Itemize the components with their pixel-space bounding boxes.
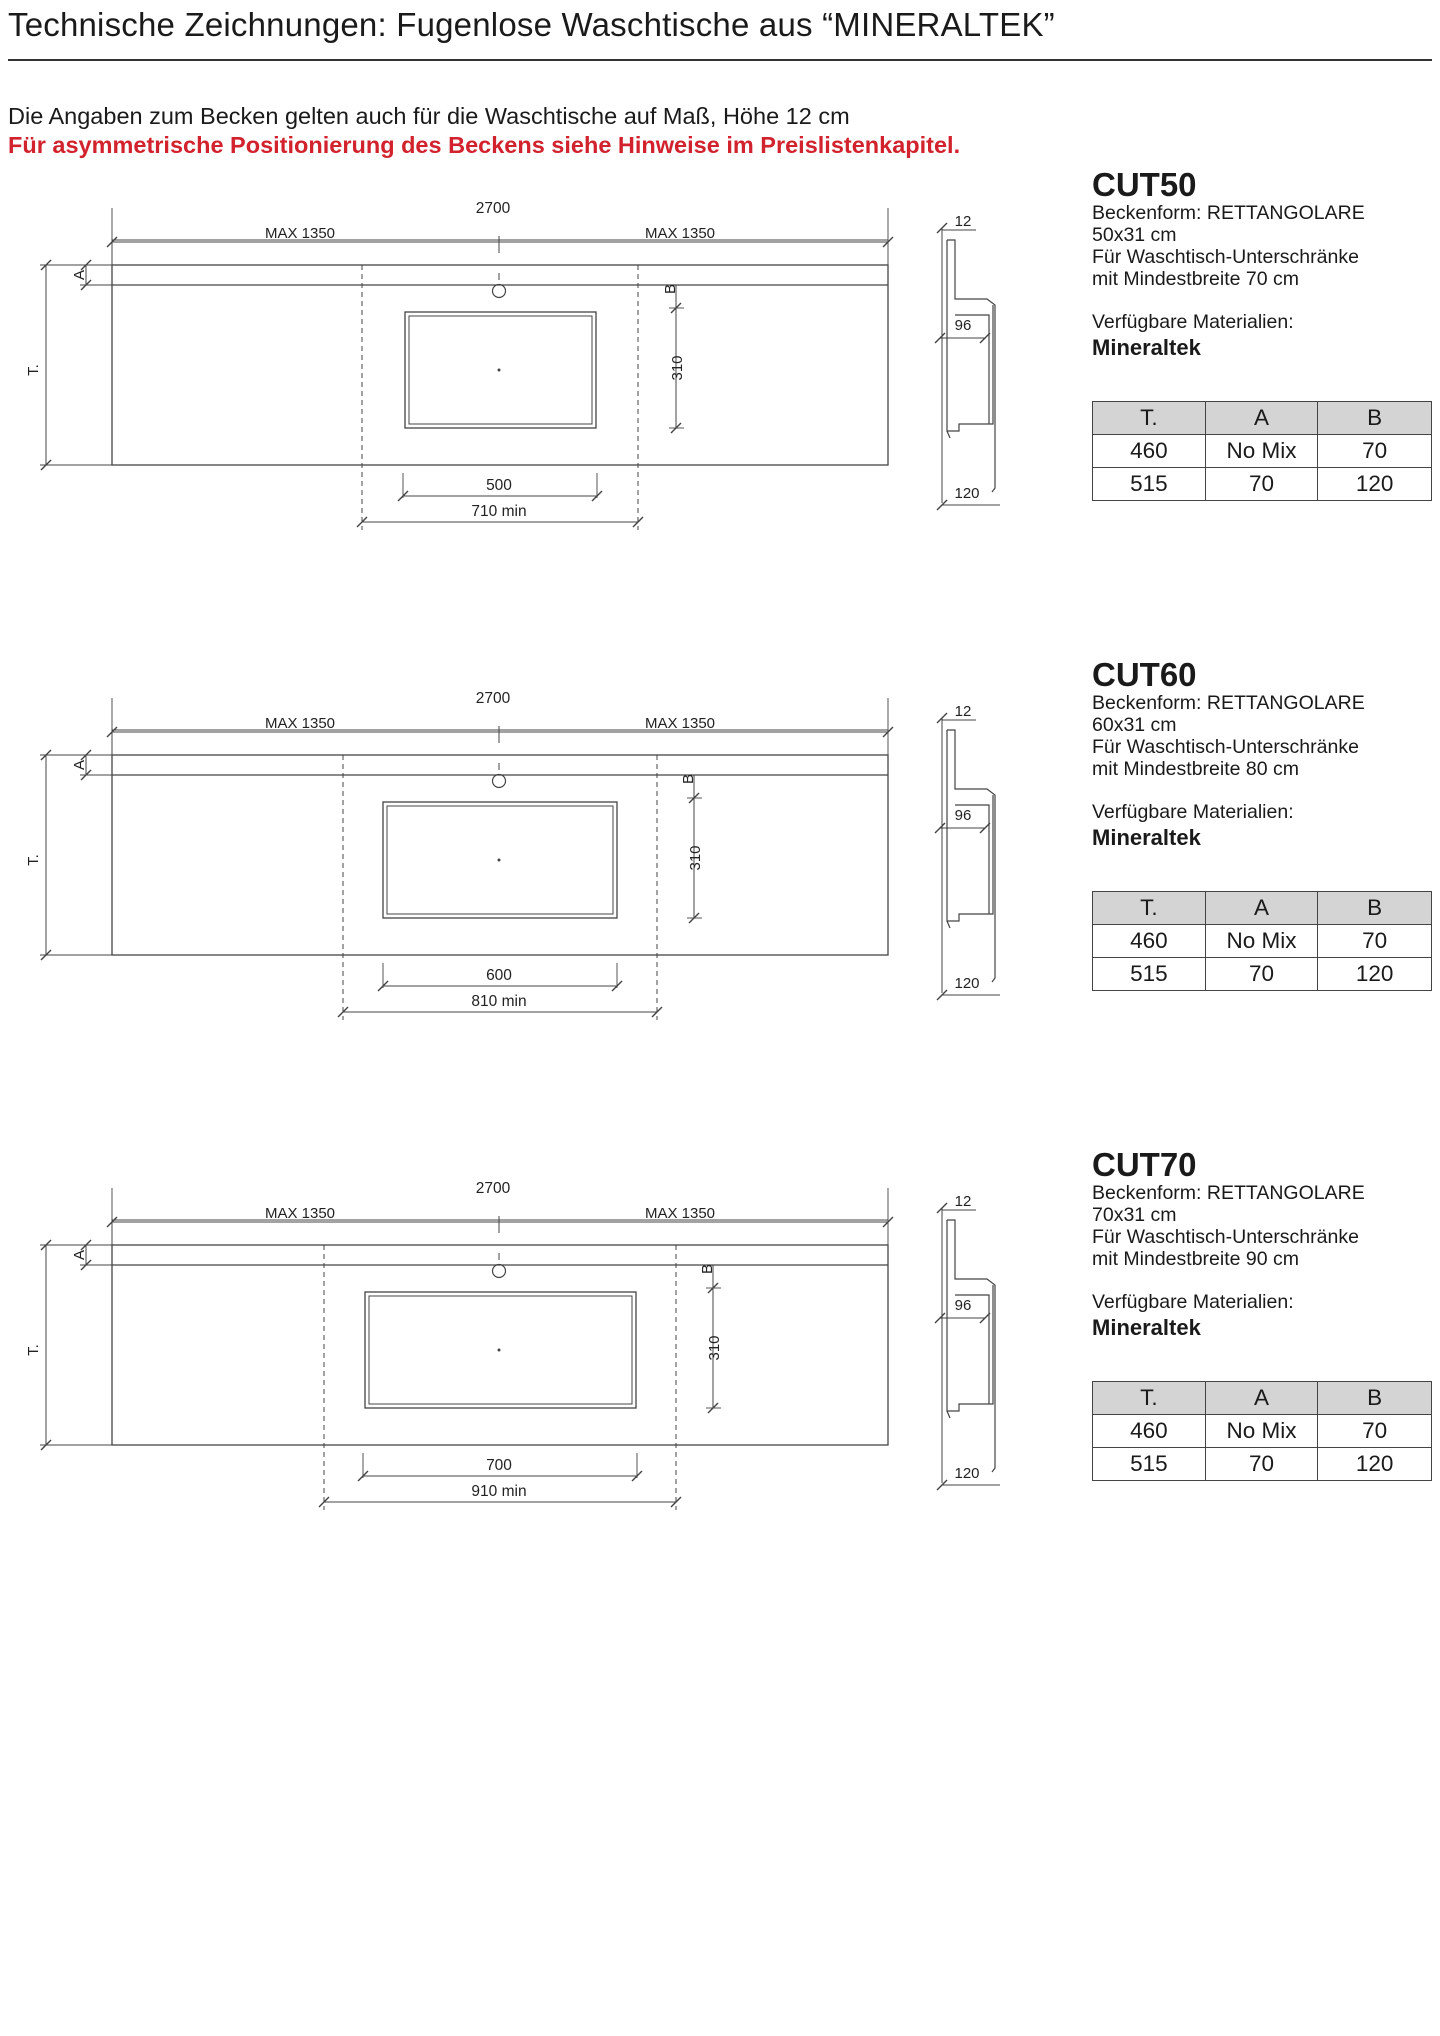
basin-width-label: 700 [486, 1457, 512, 1474]
cabinet-line: Für Waschtisch-Unterschränke [1092, 736, 1359, 758]
header-cell: T. [1093, 892, 1206, 925]
cabinet-line: Für Waschtisch-Unterschränke [1092, 246, 1359, 268]
section-bottom-label: 120 [954, 975, 980, 992]
depth-label-t: T. [25, 1344, 42, 1356]
basin-depth-label: 310 [669, 355, 686, 381]
materials-value: Mineraltek [1092, 335, 1201, 360]
table-row [1093, 468, 1432, 501]
table-cell: 70 [1205, 958, 1318, 991]
table-cell: 460 [1093, 435, 1206, 468]
max-left-label: MAX 1350 [264, 225, 336, 242]
section-bottom-label: 120 [954, 1465, 980, 1482]
spec-table [1092, 1381, 1432, 1481]
basin-width-label: 500 [486, 477, 512, 494]
drain-point [498, 369, 501, 372]
header-cell: T. [1093, 1382, 1206, 1415]
max-right-label: MAX 1350 [644, 715, 716, 732]
product-description [1092, 1182, 1437, 1270]
header-cell: A [1205, 1382, 1318, 1415]
side-section-profile [947, 240, 995, 492]
table-cell: No Mix [1205, 1415, 1318, 1448]
section-top-label: 12 [954, 1193, 972, 1210]
page-title: Technische Zeichnungen: Fugenlose Waschtische aus “MINERALTEK” [8, 6, 1055, 43]
cabinet-width-line: mit Mindestbreite 70 cm [1092, 268, 1299, 290]
materials-value: Mineraltek [1092, 825, 1201, 850]
countertop-outline [112, 755, 888, 955]
total-width-label: 2700 [475, 690, 511, 707]
product-info [1092, 166, 1437, 496]
model-name: CUT60 [1092, 656, 1197, 693]
basin-depth-label: 310 [687, 845, 704, 871]
materials-label: Verfügbare Materialien: [1092, 311, 1294, 333]
materials-label: Verfügbare Materialien: [1092, 1291, 1294, 1313]
table-row [1093, 1448, 1432, 1481]
header-cell: B [1318, 1382, 1432, 1415]
model-name: CUT50 [1092, 166, 1197, 203]
min-width-label: 710 min [471, 503, 527, 520]
drain-point [498, 1349, 501, 1352]
table-cell: 460 [1093, 1415, 1206, 1448]
max-right-label: MAX 1350 [644, 1205, 716, 1222]
drawing-svg [0, 1148, 1020, 1548]
shape-line: Beckenform: RETTANGOLARE [1092, 1182, 1365, 1204]
shape-line: Beckenform: RETTANGOLARE [1092, 692, 1365, 714]
a-label: A [71, 759, 88, 771]
table-cell: 515 [1093, 1448, 1206, 1481]
title-divider [8, 59, 1432, 61]
min-width-label: 910 min [471, 1483, 527, 1500]
table-row [1093, 925, 1432, 958]
total-width-label: 2700 [475, 200, 511, 217]
materials-label: Verfügbare Materialien: [1092, 801, 1294, 823]
faucet-hole [493, 775, 506, 788]
table-row [1093, 1415, 1432, 1448]
materials-value: Mineraltek [1092, 1315, 1201, 1340]
table-cell: 70 [1318, 1415, 1432, 1448]
product-description [1092, 202, 1437, 290]
table-cell: 70 [1205, 468, 1318, 501]
technical-drawing [0, 1148, 1020, 1548]
min-width-label: 810 min [471, 993, 527, 1010]
section-mid-label: 96 [954, 1297, 972, 1314]
countertop-outline [112, 1245, 888, 1445]
table-cell: 70 [1318, 435, 1432, 468]
b-label: B [662, 283, 679, 295]
table-cell: 460 [1093, 925, 1206, 958]
cabinet-width-line: mit Mindestbreite 90 cm [1092, 1248, 1299, 1270]
table-cell: 70 [1205, 1448, 1318, 1481]
table-cell: 120 [1318, 1448, 1432, 1481]
drawing-svg [0, 168, 1020, 568]
spec-table [1092, 891, 1432, 991]
table-row [1093, 958, 1432, 991]
side-section-profile [947, 730, 995, 982]
basin-width-label: 600 [486, 967, 512, 984]
section-top-label: 12 [954, 213, 972, 230]
product-section-cut50 [0, 168, 1440, 588]
max-left-label: MAX 1350 [264, 1205, 336, 1222]
section-mid-label: 96 [954, 317, 972, 334]
technical-drawing [0, 658, 1020, 1058]
drawing-svg [0, 658, 1020, 1058]
warning-line: Für asymmetrische Positionierung des Beckens siehe Hinweise im Preislistenkapitel. [8, 132, 961, 158]
table-header-row [1093, 892, 1432, 925]
header-cell: B [1318, 892, 1432, 925]
max-left-label: MAX 1350 [264, 715, 336, 732]
model-name: CUT70 [1092, 1146, 1197, 1183]
table-header-row [1093, 1382, 1432, 1415]
max-right-label: MAX 1350 [644, 225, 716, 242]
table-cell: No Mix [1205, 925, 1318, 958]
header-cell: A [1205, 892, 1318, 925]
size-line: 60x31 cm [1092, 714, 1177, 736]
table-cell: 120 [1318, 958, 1432, 991]
a-label: A [71, 1249, 88, 1261]
header-cell: B [1318, 402, 1432, 435]
depth-label-t: T. [25, 854, 42, 866]
table-cell: No Mix [1205, 435, 1318, 468]
faucet-hole [493, 285, 506, 298]
product-section-cut70 [0, 1148, 1440, 1568]
table-cell: 515 [1093, 958, 1206, 991]
product-section-cut60 [0, 658, 1440, 1078]
section-mid-label: 96 [954, 807, 972, 824]
intro-line: Die Angaben zum Becken gelten auch für die Waschtische auf Maß, Höhe 12 cm [8, 103, 850, 129]
a-label: A [71, 269, 88, 281]
shape-line: Beckenform: RETTANGOLARE [1092, 202, 1365, 224]
depth-label-t: T. [25, 364, 42, 376]
header-cell: T. [1093, 402, 1206, 435]
basin-depth-label: 310 [706, 1335, 723, 1361]
table-cell: 120 [1318, 468, 1432, 501]
spec-table [1092, 401, 1432, 501]
table-cell: 70 [1318, 925, 1432, 958]
product-description [1092, 692, 1437, 780]
b-label: B [699, 1263, 716, 1275]
table-row [1093, 435, 1432, 468]
total-width-label: 2700 [475, 1180, 511, 1197]
cabinet-line: Für Waschtisch-Unterschränke [1092, 1226, 1359, 1248]
technical-drawing [0, 168, 1020, 568]
table-header-row [1093, 402, 1432, 435]
side-section-profile [947, 1220, 995, 1472]
section-top-label: 12 [954, 703, 972, 720]
size-line: 50x31 cm [1092, 224, 1177, 246]
size-line: 70x31 cm [1092, 1204, 1177, 1226]
countertop-outline [112, 265, 888, 465]
faucet-hole [493, 1265, 506, 1278]
product-info [1092, 1146, 1437, 1476]
table-cell: 515 [1093, 468, 1206, 501]
section-bottom-label: 120 [954, 485, 980, 502]
intro-text [8, 102, 960, 160]
header-cell: A [1205, 402, 1318, 435]
b-label: B [680, 773, 697, 785]
product-info [1092, 656, 1437, 986]
drain-point [498, 859, 501, 862]
cabinet-width-line: mit Mindestbreite 80 cm [1092, 758, 1299, 780]
